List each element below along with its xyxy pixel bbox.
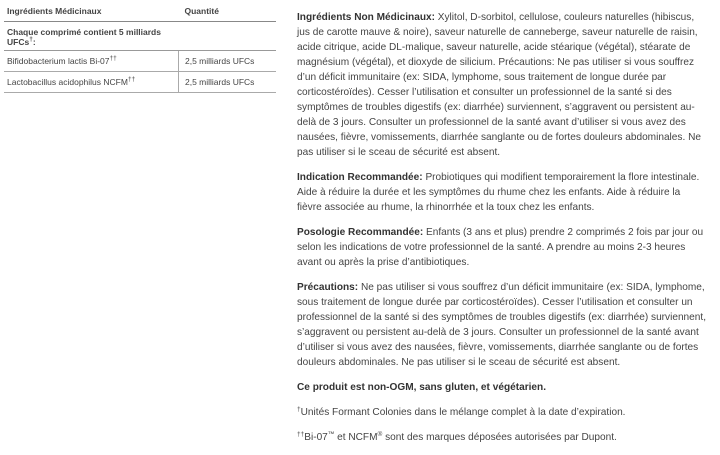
medicinal-ingredients-panel	[4, 4, 276, 93]
ingredient-name: Lactobacillus acidophilus NCFM††	[4, 72, 179, 93]
ingredient-name: Bifidobacterium lactis Bi-07††	[4, 51, 179, 72]
table-row	[4, 51, 276, 72]
double-dagger-sup: ††	[297, 431, 305, 438]
indication-text: Probiotiques qui modifient temporairement la flore intestinale. Aide à réduire la durée et les symptômes du rhume chez les enfants. Aide à réduire la fièvre associée au rhume, la rhinorrhée et la toux chez les enfants.	[297, 172, 700, 213]
indication-label: Indication Recommandée:	[297, 172, 423, 183]
ingredient-quantity: 2,5 milliards UFCs	[179, 72, 277, 93]
header-ingredient: Ingrédients Médicinaux	[4, 4, 179, 22]
footnote-trademarks: ††Bi-07™ et NCFM® sont des marques déposées autorisées par Dupont.	[297, 431, 617, 443]
dagger-sup: †	[297, 406, 301, 413]
non-medicinal-ingredients-paragraph	[297, 10, 707, 160]
footnote-cfu: †Unités Formant Colonies dans le mélange complet à la date d’expiration.	[297, 406, 626, 418]
ingredient-quantity: 2,5 milliards UFCs	[179, 51, 277, 72]
medicinal-ingredients-table	[4, 4, 276, 93]
non-medicinal-label: Ingrédients Non Médicinaux:	[297, 12, 435, 23]
precautions-label: Précautions:	[297, 282, 359, 293]
table-row	[4, 72, 276, 93]
non-gmo-statement: Ce produit est non-OGM, sans gluten, et végétarien.	[297, 382, 547, 393]
header-quantity: Quantité	[179, 4, 277, 22]
non-medicinal-text: Xylitol, D-sorbitol, cellulose, couleurs naturelles (hibiscus, jus de carotte mauve & noire), saveur naturelle de canneberge, saveur naturelle de raisin, acide citrique, acide DL-malique, saveur naturelle, acide stéarique (végétal), stéarate de magnésium (végétal), et dioxyde de silicium. Précautions: Ne pas utiliser si vous souffrez d’un déficit immunitaire (ex: SIDA, lymphome, sous traitement de longue durée par corticostéroïdes). Cesser l’utilisation et consulter un professionnel de la santé si des symptômes de troubles digestifs (ex: diarrhée) surviennent, s’aggravent ou persistent au-delà de 3 jours. Consulter un professionnel de la santé avant d’utiliser si vous avez des nausées, fièvre, vomissements, diarrhée sanglante ou de fortes douleurs abdominales. Ne pas utiliser si le sceau de sécurité est absent.	[297, 12, 701, 158]
group-quantity-cell	[179, 22, 277, 51]
trademark-sup: ™	[327, 431, 335, 438]
posology-text: Enfants (3 ans et plus) prendre 2 comprimés 2 fois par jour ou selon les indications de votre professionnel de la santé. A prendre au moins 2-3 heures avant ou après la prise d’antibiotiques.	[297, 227, 704, 268]
posology-label: Posologie Recommandée:	[297, 227, 424, 238]
precautions-text: Ne pas utiliser si vous souffrez d’un déficit immunitaire (ex: SIDA, lymphome, sous traitement de longue durée par corticostéroïdes). Cesser l’utilisation et consulter un professionnel de la santé si des symptômes de troubles digestifs (ex: diarrhée) surviennent, s’aggravent ou persistent au-delà de 3 jours. Consulter un professionnel de la santé avant d’utiliser si vous avez des nausées, fièvre, vomissements, diarrhée sanglante ou de fortes douleurs abdominales. Ne pas utiliser si le sceau de sécurité est absent.	[297, 282, 707, 368]
double-dagger-sup: ††	[109, 55, 117, 62]
posology-paragraph	[297, 225, 707, 270]
registered-sup: ®	[377, 431, 383, 438]
precautions-paragraph	[297, 280, 707, 370]
indication-paragraph	[297, 170, 707, 215]
group-label: Chaque comprimé contient 5 milliards UFCs†:	[4, 22, 179, 51]
table-header-row	[4, 4, 276, 22]
product-details-panel	[297, 10, 707, 455]
double-dagger-sup: ††	[127, 76, 136, 83]
table-group-row	[4, 22, 276, 51]
dagger-sup: †	[29, 36, 33, 43]
